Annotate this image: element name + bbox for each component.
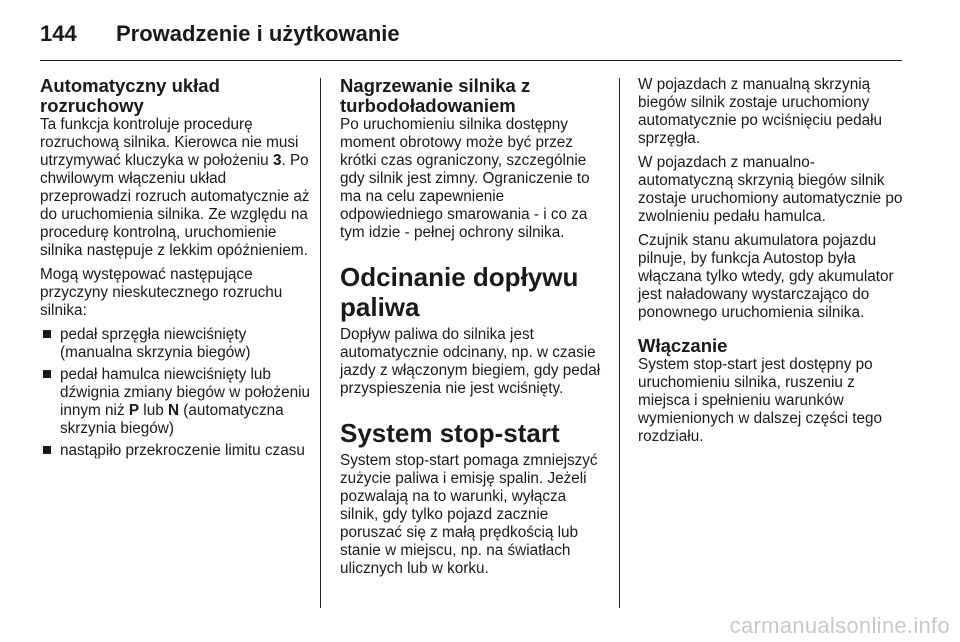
paragraph-turbo-warmup: Po uruchomieniu silnika dostępny moment obrotowy może być przez krótki czas ograniczony, szczególnie gdy silnik jest zimny. Ograniczenie to ma na celu zapewnienie odpowiedniego smarowania - i co za tym idzie - pełnej ochrony silnika. bbox=[340, 116, 590, 241]
column-divider-2 bbox=[619, 78, 620, 608]
list-item-text: (automatyczna skrzynia biegów) bbox=[60, 402, 284, 437]
paragraph-start-procedure bbox=[40, 116, 312, 260]
page-number: 144 bbox=[40, 21, 77, 46]
list-item-text: pedał sprzęgła niewciśnięty (manualna skrzynia biegów) bbox=[60, 326, 251, 361]
text-span: . Po chwilowym włączeniu układ przeprowadzi rozruch automatycznie aż do uruchomienia silnika. Ze względu na procedurę kontrolną, uruchomienie silnika następuje z lekkim opóźnieniem. bbox=[40, 152, 310, 259]
section-heading-stop-start: System stop-start bbox=[340, 418, 560, 448]
bullet-icon bbox=[43, 370, 51, 378]
paragraph-fuel-cutoff: Dopływ paliwa do silnika jest automatycznie odcinany, np. w czasie jazdy z włączonym biegiem, gdy pedał przyspieszenia nie jest wciśnięty. bbox=[340, 326, 601, 397]
list-item-text: lub bbox=[139, 402, 168, 419]
list-item-text: pedał hamulca niewciśnięty lub dźwignia zmiany biegów w położeniu innym niż bbox=[60, 366, 310, 419]
watermark: carmanualsonline.info bbox=[729, 613, 950, 638]
column-3 bbox=[638, 76, 906, 452]
paragraph-manual-gearbox: W pojazdach z manualną skrzynią biegów silnik zostaje uruchomiony automatycznie po wciśnięciu pedału sprzęgła. bbox=[638, 76, 883, 147]
gear-p: P bbox=[128, 402, 140, 419]
paragraph-failure-causes: Mogą występować następujące przyczyny nieskutecznego rozruchu silnika: bbox=[40, 266, 283, 319]
column-2 bbox=[340, 76, 608, 584]
failure-causes-list bbox=[40, 326, 312, 460]
list-item bbox=[40, 326, 312, 362]
page-header bbox=[40, 14, 400, 54]
header-rule bbox=[40, 60, 902, 61]
paragraph-activation: System stop-start jest dostępny po uruchomieniu silnika, ruszeniu z miejsca i spełnieniu warunków wymienionych w dalszej części tego rozdziału. bbox=[638, 356, 883, 445]
list-item bbox=[40, 366, 312, 438]
key-position-3: 3 bbox=[272, 152, 282, 169]
paragraph-automated-gearbox: W pojazdach z manualno-automatyczną skrzynią biegów silnik zostaje uruchomiony automatycznie po zwolnieniu pedału hamulca. bbox=[638, 154, 903, 225]
paragraph-battery-sensor: Czujnik stanu akumulatora pojazdu pilnuje, by funkcja Autostop była włączana tylko wtedy, gdy akumulator jest naładowany wystarczająco do ponownego uruchomienia silnika. bbox=[638, 232, 894, 321]
text-span: Ta funkcja kontroluje procedurę rozruchową silnika. Kierowca nie musi utrzymywać kluczyka w położeniu bbox=[40, 116, 299, 169]
section-heading-automatic-start: Automatyczny układ rozruchowy bbox=[40, 75, 220, 116]
list-item bbox=[40, 442, 312, 460]
bullet-icon bbox=[43, 330, 51, 338]
section-heading-activation: Włączanie bbox=[638, 335, 728, 356]
section-heading-fuel-cutoff: Odcinanie dopływu paliwa bbox=[340, 262, 579, 322]
section-heading-turbo-warmup: Nagrzewanie silnika z turbodoładowaniem bbox=[340, 75, 531, 116]
column-1 bbox=[40, 76, 312, 464]
column-divider-1 bbox=[320, 78, 321, 608]
paragraph-stop-start: System stop-start pomaga zmniejszyć zużycie paliwa i emisję spalin. Jeżeli pozwalają na to warunki, wyłącza silnik, gdy tylko pojazd zacznie poruszać się z małą prędkością lub stanie w miejscu, np. na światłach ulicznych lub w korku. bbox=[340, 452, 598, 577]
gear-n: N bbox=[167, 402, 180, 419]
bullet-icon bbox=[43, 446, 51, 454]
list-item-text: nastąpiło przekroczenie limitu czasu bbox=[60, 442, 305, 459]
page-title: Prowadzenie i użytkowanie bbox=[116, 21, 400, 46]
